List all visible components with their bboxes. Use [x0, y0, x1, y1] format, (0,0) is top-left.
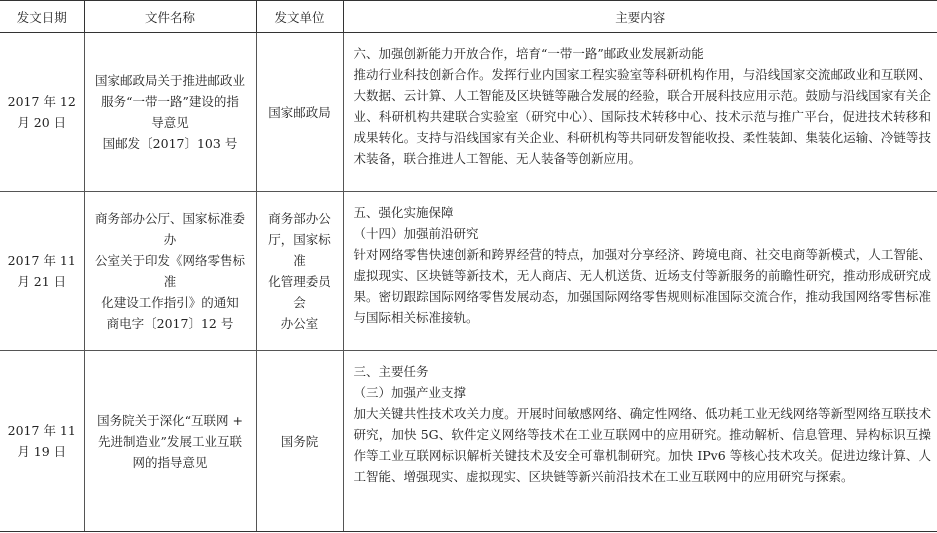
date-text: 月 21 日	[17, 274, 67, 289]
name-text: 公室关于印发《网络零售标准	[94, 253, 245, 289]
name-cell	[84, 33, 256, 192]
content-body: 针对网络零售快速创新和跨界经营的特点，加强对分享经济、跨境电商、社交电商等新模式，人工智能、虚拟现实、区块链等新技术，无人商店、无人机送货、近场支付等新服务的前瞻性研究，推动形成研究成果。密切跟踪国际网络零售发展动态，加强国际网络零售规则标准国际交流合作，推动我国网络零售标准与国际相关标准接轨。	[353, 247, 931, 325]
header-content: 主要内容	[343, 1, 937, 33]
content-heading: 六、加强创新能力开放合作，培育“一带一路”邮政业发展新动能	[353, 46, 704, 61]
content-cell	[343, 351, 937, 532]
table-row	[0, 351, 937, 532]
date-text: 2017 年 11	[7, 423, 76, 438]
header-name: 文件名称	[84, 1, 256, 33]
content-cell	[343, 192, 937, 351]
content-heading: 三、主要任务	[353, 364, 429, 379]
header-date: 发文日期	[0, 1, 84, 33]
name-cell	[84, 192, 256, 351]
name-text: 商务部办公厅、国家标准委办	[94, 211, 245, 247]
date-text: 月 19 日	[17, 444, 67, 459]
unit-cell	[256, 33, 343, 192]
date-text: 2017 年 12	[7, 94, 76, 109]
date-cell	[0, 33, 84, 192]
name-text: 化建设工作指引》的通知	[101, 295, 239, 310]
content-cell	[343, 33, 937, 192]
content-body: 加大关键共性技术攻关力度。开展时间敏感网络、确定性网络、低功耗工业无线网络等新型网络互联技术研究，加快 5G、软件定义网络等技术在工业互联网中的应用研究。推动解析、信息管理、异构标识互操作等工业互联网标识解析关键技术及安全可靠机制研究。加快 IPv6 等核心技术攻关。促进边缘计算、人工智能、增强现实、虚拟现实、区块链等新兴前沿技术在工业互联网中的应用研究与探索。	[353, 406, 931, 484]
unit-cell	[256, 192, 343, 351]
table-header-row	[0, 1, 937, 33]
unit-cell	[256, 351, 343, 532]
unit-text: 国家邮政局	[268, 104, 331, 120]
date-cell	[0, 192, 84, 351]
content-body: 推动行业科技创新合作。发挥行业内国家工程实验室等科研机构作用，与沿线国家交流邮政业和互联网、大数据、云计算、人工智能及区块链等融合发展的经验，联合开展科技应用示范。鼓励与沿线国家有关企业、科研机构共建联合实验室（研究中心）、国际技术转移中心、技术示范与推广平台，促进技术转移和成果转化。支持与沿线国家有关企业、科研机构等共同研发智能收投、柔性装卸、集装化运输、冷链等技术装备，联合推进人工智能、无人装备等创新应用。	[353, 67, 931, 166]
table-row	[0, 33, 937, 192]
header-unit: 发文单位	[256, 1, 343, 33]
doc-number: 商电字〔2017〕12 号	[106, 316, 234, 331]
table-row	[0, 192, 937, 351]
name-text: 服务“一带一路”建设的指	[101, 94, 239, 109]
unit-text: 化管理委员会	[268, 274, 331, 310]
name-text: 导意见	[151, 115, 189, 130]
name-text: 先进制造业”发展工业互联	[98, 433, 242, 449]
date-cell	[0, 351, 84, 532]
content-heading: 五、强化实施保障	[353, 205, 454, 220]
content-subheading: （十四）加强前沿研究	[353, 226, 479, 241]
unit-text: 商务部办公	[268, 211, 331, 226]
name-text: 国家邮政局关于推进邮政业	[94, 73, 245, 88]
content-subheading: （三）加强产业支撑	[353, 385, 467, 400]
name-cell	[84, 351, 256, 532]
unit-text: 国务院	[280, 433, 319, 449]
date-text: 2017 年 11	[7, 253, 76, 268]
unit-text: 办公室	[280, 316, 319, 331]
unit-text: 厅，国家标准	[268, 232, 331, 268]
date-text: 月 20 日	[17, 115, 67, 130]
name-text: 国务院关于深化“互联网 +	[97, 412, 243, 428]
doc-number: 国邮发〔2017〕103 号	[102, 136, 238, 151]
name-text: 网的指导意见	[132, 454, 208, 470]
